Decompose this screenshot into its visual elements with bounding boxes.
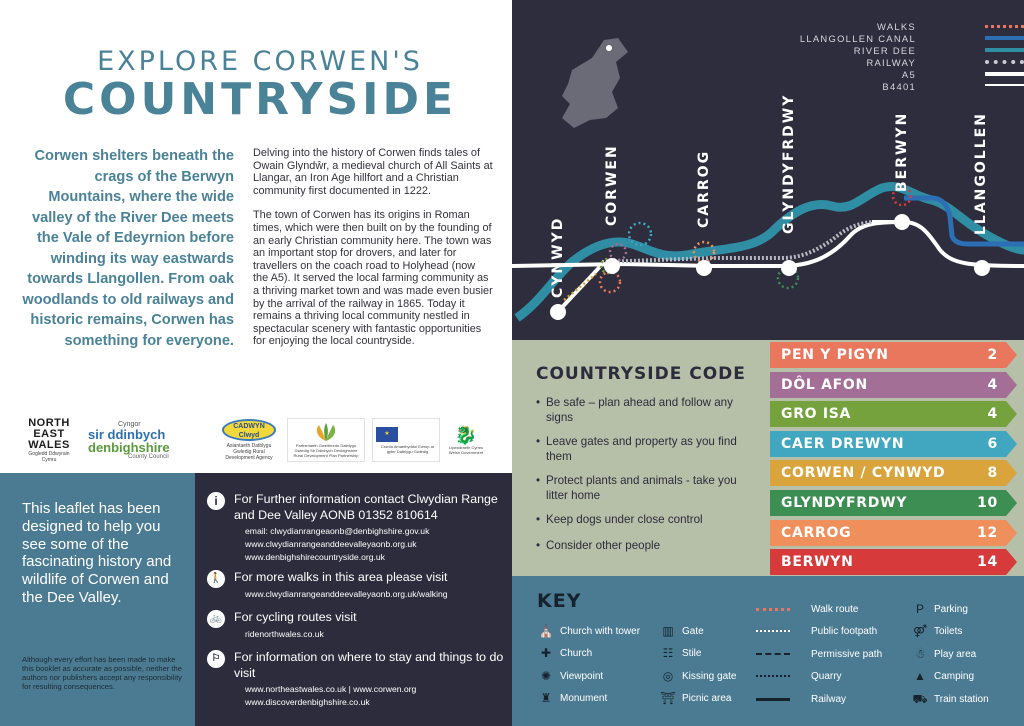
key-label: Church — [560, 648, 593, 660]
info-heading: For information on where to stay and things to do visit — [234, 650, 504, 680]
legend-walks-swatch — [985, 25, 1024, 28]
walking-link[interactable]: www.clwydianrangeanddeevalleyaonb.org.uk/walking — [245, 588, 448, 599]
eu-flag-icon: ★ — [376, 427, 398, 442]
code-item: • Be safe – plan ahead and follow any signs — [536, 396, 756, 425]
body-paragraph: The town of Corwen has its origins in Roman times, which were then built on by the founding of an early Christian community here. The town was an important stop for drovers, and later for travellers on the coach road to Holyhead (now the A5). It served the local farming community as a thriving market town and was made even busier by the arrival of the railway in 1865. Today it remains a thriving local community nestled in spectacular scenery with fantastic opportunities for enjoying the local countryside. — [253, 209, 493, 348]
code-item: • Consider other people — [536, 539, 756, 554]
route-map — [512, 0, 1024, 340]
parking-icon: P — [915, 602, 924, 616]
route-name: BERWYN — [781, 554, 854, 571]
info-lines — [245, 683, 507, 709]
route-name: GRO ISA — [781, 406, 852, 423]
church-icon: ✚ — [540, 646, 552, 661]
denbighshire-logo — [88, 418, 208, 462]
route-arrow-icon — [1006, 520, 1017, 546]
route-page-number: 4 — [987, 376, 998, 393]
legend-railway-swatch — [985, 60, 1024, 64]
key-label: Picnic area — [682, 693, 732, 705]
route-map-drawing — [512, 0, 1024, 340]
key-label: Toilets — [934, 626, 963, 638]
code-item: • Protect plants and animals - take you litter home — [536, 474, 756, 503]
eu-logo-text: Cronfa Amaethyddol Ewrop ar gyfer Datblygu Gwledig — [380, 443, 435, 454]
key-label: Quarry — [811, 671, 842, 683]
legend-railway: RAILWAY — [866, 57, 916, 68]
monument-icon: ♜ — [540, 691, 552, 706]
route-link[interactable] — [770, 401, 1006, 427]
station-label-glyndyfrdwy: GLYNDYFRDWY — [781, 93, 797, 234]
countryside-code-title: COUNTRYSIDE CODE — [536, 364, 746, 384]
quarry-icon — [764, 669, 780, 681]
info-lines — [245, 525, 507, 564]
rdp-partnership-logo — [287, 418, 365, 462]
route-name: GLYNDYFRDWY — [781, 495, 908, 511]
route-arrow-icon — [1006, 549, 1017, 575]
info-lines — [245, 588, 507, 601]
eu-logo — [372, 418, 440, 462]
key-title: KEY — [537, 590, 582, 612]
station-label-corwen: CORWEN — [604, 144, 620, 226]
key-label: Walk route — [811, 604, 859, 615]
signpost-icon: ⚐ — [207, 650, 225, 668]
body-text — [253, 147, 493, 360]
gate-icon: ▥ — [662, 624, 674, 638]
route-arrow-icon — [1006, 431, 1017, 457]
legend-river: RIVER DEE — [853, 45, 916, 56]
info-block-contact — [207, 492, 507, 564]
route-page-number: 8 — [987, 465, 998, 482]
route-name: PEN Y PIGYN — [781, 347, 889, 363]
info-block-walks — [207, 570, 507, 601]
railway-icon — [764, 692, 780, 704]
key-label: Railway — [811, 693, 847, 705]
discover-link[interactable]: www.discoverdenbighshire.co.uk — [245, 697, 370, 707]
legend-a5-swatch — [985, 72, 1024, 76]
route-link[interactable] — [770, 372, 1006, 398]
camping-icon: ▲ — [914, 669, 926, 684]
route-page-number: 14 — [977, 554, 998, 571]
info-lines — [245, 628, 507, 641]
email-link[interactable]: email: clwydianrangeaonb@denbighshire.gov.uk — [245, 526, 430, 536]
stile-icon: ☷ — [662, 646, 674, 661]
route-name: DÔL AFON — [781, 376, 868, 393]
key-label: Train station — [934, 693, 989, 705]
key-label: Kissing gate — [682, 670, 737, 682]
legend-walks: WALKS — [877, 21, 916, 32]
legend-a5: A5 — [901, 69, 916, 80]
route-arrow-icon — [1006, 342, 1017, 368]
leaf-icon — [311, 423, 341, 443]
route-name: CAER DREWYN — [781, 435, 905, 452]
info-heading: For cycling routes visit — [234, 610, 357, 624]
key-label: Viewpoint — [560, 670, 604, 682]
cycling-link[interactable]: ridenorthwales.co.uk — [245, 628, 324, 639]
route-arrow-icon — [1006, 401, 1017, 427]
route-link[interactable] — [770, 460, 1006, 486]
station-label-carrog: CARROG — [696, 149, 712, 228]
denbighshire-logo-english: denbighshire — [88, 439, 170, 455]
railway-line — [602, 222, 872, 262]
cadwyn-logo-badge: CADWYN Clwyd — [222, 419, 276, 441]
route-page-number: 12 — [977, 524, 998, 541]
code-item: • Keep dogs under close control — [536, 513, 756, 528]
key-label: Gate — [682, 626, 704, 637]
cadwyn-logo-sub: Asiantaeth Datblygu Gwledig Rural Development Agency — [225, 443, 273, 461]
key-label: Parking — [934, 604, 968, 615]
welsh-government-logo — [444, 418, 488, 462]
route-name: CORWEN / CYNWYD — [781, 465, 946, 482]
route-arrow-icon — [1006, 460, 1017, 486]
countryside-link[interactable]: www.denbighshirecountryside.org.uk — [245, 552, 385, 562]
viewpoint-icon: ✺ — [540, 668, 552, 683]
rdp-partnership-text: Partneriaeth Gweithredu Datblygu Gwledig Sir Ddinbych Denbighshire Rural Development Plan Partnership — [293, 442, 359, 458]
route-page-number: 6 — [987, 435, 998, 452]
route-page-number: 10 — [977, 495, 998, 511]
info-block-stay — [207, 650, 507, 709]
key-label: Monument — [560, 693, 608, 705]
intro-text: Corwen shelters beneath the crags of the Berwyn Mountains, where the wide valley of the River Dee meets the Vale of Edeyrnion before winding its way eastwards towards Llangollen. From oak woodlands to old railways and historic remains, Corwen has something for everyone. — [22, 148, 234, 349]
route-arrow-icon — [1006, 372, 1017, 398]
play-area-icon: ☃ — [914, 646, 926, 661]
station-label-cynwyd: CYNWYD — [550, 216, 566, 298]
route-link[interactable] — [770, 342, 1006, 368]
route-link[interactable] — [770, 490, 1006, 516]
church-tower-icon: ⛪ — [538, 624, 554, 638]
key-label: Stile — [682, 648, 702, 660]
key-label: Public footpath — [811, 626, 878, 638]
route-link[interactable] — [770, 520, 1006, 546]
title-line-2: COUNTRYSIDE — [62, 74, 458, 125]
footpath-icon — [764, 624, 780, 636]
legend-river-swatch — [985, 48, 1024, 52]
route-link[interactable] — [770, 431, 1006, 457]
key-label: Permissive path — [811, 648, 883, 660]
tourism-links[interactable]: www.northeastwales.co.uk | www.corwen.org — [245, 684, 417, 694]
key-label: Play area — [934, 648, 977, 660]
kissing-gate-icon: ◎ — [662, 668, 674, 683]
leaflet-note: This leaflet has been designed to help you see some of the fascinating history and wildlife of Corwen and the Dee Valley. — [22, 500, 172, 606]
denbighshire-logo-top: Cyngor — [118, 420, 141, 428]
north-east-wales-logo — [24, 418, 74, 462]
train-station-icon: ⛟ — [912, 691, 928, 706]
route-page-number: 4 — [987, 406, 998, 423]
info-icon: i — [207, 492, 225, 510]
picnic-icon: ⛩ — [660, 691, 676, 706]
key-label: Camping — [934, 671, 975, 683]
legend-b4401-swatch — [985, 84, 1024, 86]
station-label-berwyn: BERWYN — [894, 111, 910, 192]
a5-road — [512, 222, 1024, 266]
disclaimer: Although every effort has been made to make this booklet as accurate as possible, neither the authors nor publishers accept any responsibility for resulting consequences. — [22, 655, 182, 691]
info-block-cycling — [207, 610, 507, 641]
route-arrow-icon — [1006, 490, 1017, 516]
legend-canal-swatch — [985, 36, 1024, 40]
toilets-icon: ⚤ — [912, 624, 928, 639]
legend-b4401: B4401 — [882, 81, 916, 92]
info-heading: For more walks in this area please visit — [234, 570, 448, 584]
walk-route-icon — [764, 602, 780, 614]
code-item: • Leave gates and property as you find them — [536, 435, 756, 464]
key-label: Church with tower — [560, 626, 641, 637]
route-link[interactable] — [770, 549, 1006, 575]
info-heading: For Further information contact Clwydian Range and Dee Valley AONB 01352 810614 — [234, 492, 498, 522]
north-east-wales-logo-text: NORTH EAST WALES — [28, 416, 70, 451]
wales-outline — [562, 38, 628, 128]
station-label-llangollen: LLANGOLLEN — [973, 112, 989, 235]
permissive-path-icon — [764, 647, 780, 659]
route-page-number: 2 — [987, 347, 998, 363]
cadwyn-logo — [219, 418, 279, 462]
welsh-government-text: Llywodraeth Cymru Welsh Government — [448, 445, 484, 455]
aonb-link[interactable]: www.clwydianrangeanddeevalleyaonb.org.uk — [245, 539, 417, 549]
north-east-wales-logo-sub: Gogledd Ddwyrain Cymru — [28, 450, 70, 463]
route-name: CARROG — [781, 524, 852, 541]
body-paragraph: Delving into the history of Corwen finds tales of Owain Glyndŵr, a medieval church of All Saints at Llangar, an Iron Age hillfort and a Christian community first documented in 1222. — [253, 147, 493, 197]
dragon-icon: 🐉 — [454, 425, 478, 445]
walker-icon: 🚶 — [207, 570, 225, 588]
denbighshire-logo-welsh: sir ddinbych — [88, 426, 166, 442]
title-line-1: EXPLORE CORWEN'S — [97, 46, 423, 77]
legend-canal: LLANGOLLEN CANAL — [799, 33, 916, 44]
cyclist-icon: 🚲 — [207, 610, 225, 628]
denbighshire-logo-council: County Council — [128, 453, 169, 460]
